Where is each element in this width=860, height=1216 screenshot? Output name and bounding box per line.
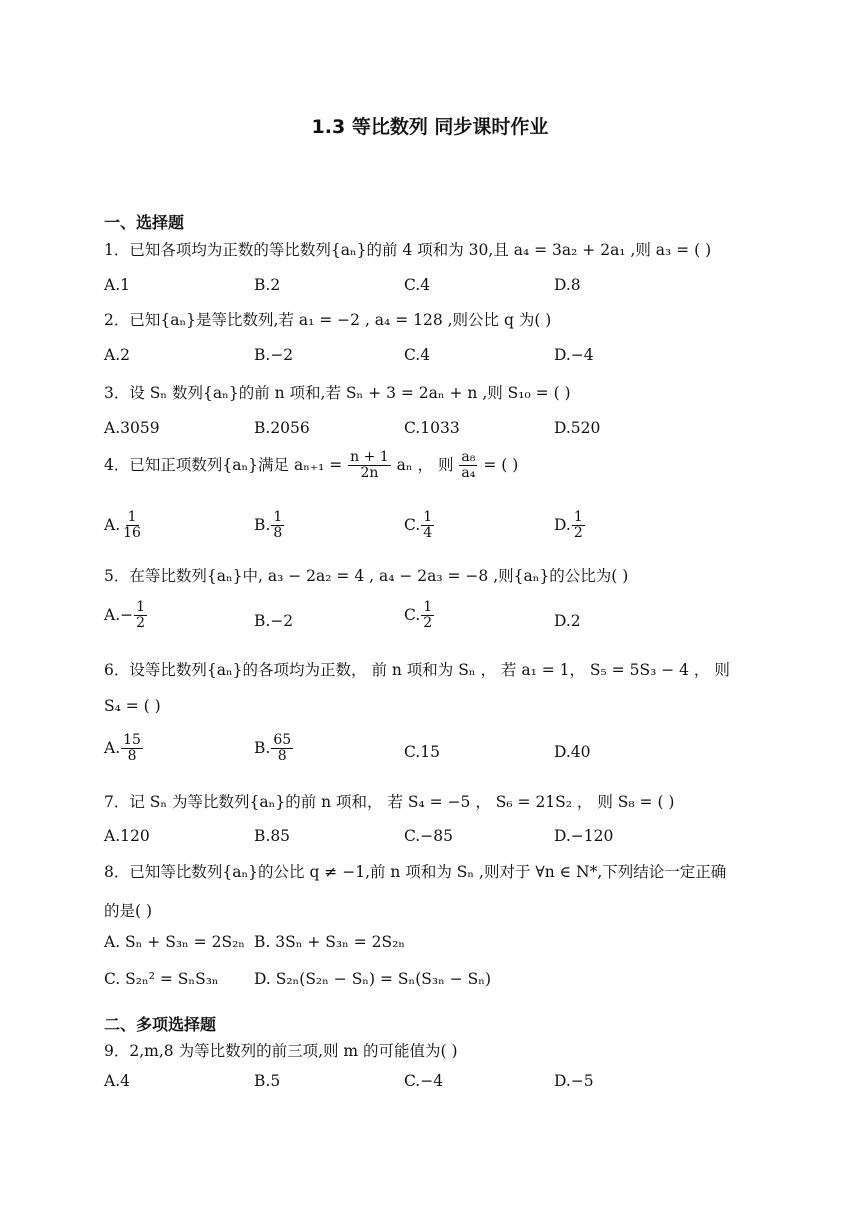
q5-option-a-den: 2 bbox=[136, 615, 146, 632]
q4-stem-part-c: = ( ) bbox=[483, 455, 519, 474]
section-heading-multiple-choice: 二、多项选择题 bbox=[104, 1015, 217, 1034]
q5-option-a-prefix: A.− bbox=[104, 605, 134, 624]
q4-option-b[interactable] bbox=[254, 510, 285, 542]
q4-option-a-prefix: A. bbox=[104, 515, 121, 534]
q3-option-d[interactable]: D.520 bbox=[554, 419, 601, 437]
q5-option-b[interactable]: B.−2 bbox=[254, 612, 294, 630]
q5-option-d[interactable]: D.2 bbox=[554, 612, 581, 630]
question-1-stem: 1．已知各项均为正数的等比数列{aₙ}的前 4 项和为 30,且 a₄ = 3a₂ + 2a₁ ,则 a₃ = ( ) bbox=[104, 241, 712, 259]
q2-option-c[interactable]: C.4 bbox=[404, 346, 431, 364]
q5-option-c-num: 1 bbox=[423, 599, 433, 615]
q6-option-d[interactable]: D.40 bbox=[554, 743, 591, 761]
q6-option-b-num: 65 bbox=[273, 732, 292, 748]
q4-option-c[interactable] bbox=[404, 510, 435, 542]
q4-option-d-den: 2 bbox=[573, 525, 583, 542]
question-7-stem: 7．记 Sₙ 为等比数列{aₙ}的前 n 项和， 若 S₄ = −5 ， S₆ = 21S₂ ， 则 S₈ = ( ) bbox=[104, 793, 675, 811]
q4-stem-part-a: 4．已知正项数列{aₙ}满足 aₙ₊₁ = bbox=[104, 455, 343, 474]
q5-option-c[interactable] bbox=[404, 600, 435, 632]
q3-option-b[interactable]: B.2056 bbox=[254, 419, 310, 437]
q5-option-a-num: 1 bbox=[136, 599, 146, 615]
q4-option-a-fraction bbox=[121, 510, 143, 542]
q6-option-c[interactable]: C.15 bbox=[404, 743, 440, 761]
q6-option-b-den: 8 bbox=[277, 748, 287, 765]
q7-option-a[interactable]: A.120 bbox=[104, 827, 150, 845]
q4-option-c-prefix: C. bbox=[404, 515, 421, 534]
question-4-stem bbox=[104, 450, 518, 482]
q4-option-c-den: 4 bbox=[423, 525, 433, 542]
q4-option-d-fraction bbox=[572, 510, 585, 542]
q4-fraction-numerator: n + 1 bbox=[350, 449, 389, 465]
q6-option-a-prefix: A. bbox=[104, 738, 121, 757]
q4-option-a[interactable] bbox=[104, 510, 144, 542]
q7-option-d[interactable]: D.−120 bbox=[554, 827, 614, 845]
question-2-stem: 2．已知{aₙ}是等比数列,若 a₁ = −2 , a₄ = 128 ,则公比 q 为( ) bbox=[104, 311, 552, 329]
q8-option-b[interactable]: B. 3Sₙ + S₃ₙ = 2S₂ₙ bbox=[254, 933, 406, 951]
q5-option-a-fraction bbox=[134, 600, 147, 632]
question-8-stem: 8．已知等比数列{aₙ}的公比 q ≠ −1,前 n 项和为 Sₙ ,则对于 ∀n ∈ N*,下列结论一定正确 bbox=[104, 863, 727, 881]
q6-option-a-fraction bbox=[121, 733, 143, 765]
page-title: 1.3 等比数列 同步课时作业 bbox=[311, 116, 549, 138]
q6-option-b-fraction bbox=[271, 733, 293, 765]
q2-option-b[interactable]: B.−2 bbox=[254, 346, 294, 364]
q7-option-c[interactable]: C.−85 bbox=[404, 827, 453, 845]
q4-option-c-fraction bbox=[421, 510, 434, 542]
q4-fraction-n1-over-2n bbox=[348, 450, 391, 482]
q4-option-a-num: 1 bbox=[127, 509, 137, 525]
q6-option-a-num: 15 bbox=[123, 732, 141, 748]
q5-option-a[interactable] bbox=[104, 600, 148, 632]
q4-option-b-prefix: B. bbox=[254, 515, 271, 534]
q4-option-d-prefix: D. bbox=[554, 515, 571, 534]
q9-option-d[interactable]: D.−5 bbox=[554, 1072, 594, 1090]
q8-option-a[interactable]: A. Sₙ + S₃ₙ = 2S₂ₙ bbox=[104, 933, 245, 951]
q8-option-d[interactable]: D. S₂ₙ(S₂ₙ − Sₙ) = Sₙ(S₃ₙ − Sₙ) bbox=[254, 970, 492, 988]
q1-option-b[interactable]: B.2 bbox=[254, 276, 281, 294]
q9-option-c[interactable]: C.−4 bbox=[404, 1072, 444, 1090]
q4-fraction-denominator: 2n bbox=[360, 465, 379, 482]
q4-option-b-den: 8 bbox=[273, 525, 283, 542]
q4-option-a-den: 16 bbox=[123, 525, 141, 542]
q5-option-c-den: 2 bbox=[423, 615, 433, 632]
q4-option-b-fraction bbox=[271, 510, 284, 542]
q1-option-c[interactable]: C.4 bbox=[404, 276, 431, 294]
q6-option-b-prefix: B. bbox=[254, 738, 271, 757]
q9-option-b[interactable]: B.5 bbox=[254, 1072, 281, 1090]
question-6-stem-line2: S₄ = ( ) bbox=[104, 697, 161, 715]
q9-option-a[interactable]: A.4 bbox=[104, 1072, 130, 1090]
question-6-stem: 6．设等比数列{aₙ}的各项均为正数， 前 n 项和为 Sₙ ， 若 a₁ = 1， S₅ = 5S₃ − 4 ， 则 bbox=[104, 661, 730, 679]
question-5-stem: 5．在等比数列{aₙ}中, a₃ − 2a₂ = 4 , a₄ − 2a₃ = −8 ,则{aₙ}的公比为( ) bbox=[104, 567, 629, 585]
question-3-stem: 3．设 Sₙ 数列{aₙ}的前 n 项和,若 Sₙ + 3 = 2aₙ + n ,则 S₁₀ = ( ) bbox=[104, 384, 571, 402]
q4-fraction2-numerator: a₈ bbox=[461, 449, 476, 465]
q6-option-b[interactable] bbox=[254, 733, 294, 765]
q7-option-b[interactable]: B.85 bbox=[254, 827, 291, 845]
q1-option-a[interactable]: A.1 bbox=[104, 276, 130, 294]
q4-fraction-a8-over-a4 bbox=[459, 450, 477, 482]
q2-option-d[interactable]: D.−4 bbox=[554, 346, 594, 364]
q4-option-d[interactable] bbox=[554, 510, 586, 542]
q6-option-a[interactable] bbox=[104, 733, 144, 765]
q4-option-d-num: 1 bbox=[573, 509, 583, 525]
question-8-stem-line2: 的是( ) bbox=[104, 902, 153, 920]
q5-option-c-prefix: C. bbox=[404, 605, 421, 624]
q3-option-c[interactable]: C.1033 bbox=[404, 419, 460, 437]
question-9-stem: 9．2,m,8 为等比数列的前三项,则 m 的可能值为( ) bbox=[104, 1042, 458, 1060]
q6-option-a-den: 8 bbox=[127, 748, 137, 765]
q1-option-d[interactable]: D.8 bbox=[554, 276, 581, 294]
q4-fraction2-denominator: a₄ bbox=[461, 465, 476, 482]
q2-option-a[interactable]: A.2 bbox=[104, 346, 130, 364]
section-heading-single-choice: 一、选择题 bbox=[104, 213, 185, 232]
q3-option-a[interactable]: A.3059 bbox=[104, 419, 160, 437]
q4-stem-part-b: aₙ ， 则 bbox=[396, 455, 454, 474]
q8-option-c[interactable]: C. S₂ₙ² = SₙS₃ₙ bbox=[104, 970, 219, 988]
q5-option-c-fraction bbox=[421, 600, 434, 632]
q4-option-c-num: 1 bbox=[423, 509, 433, 525]
q4-option-b-num: 1 bbox=[273, 509, 283, 525]
